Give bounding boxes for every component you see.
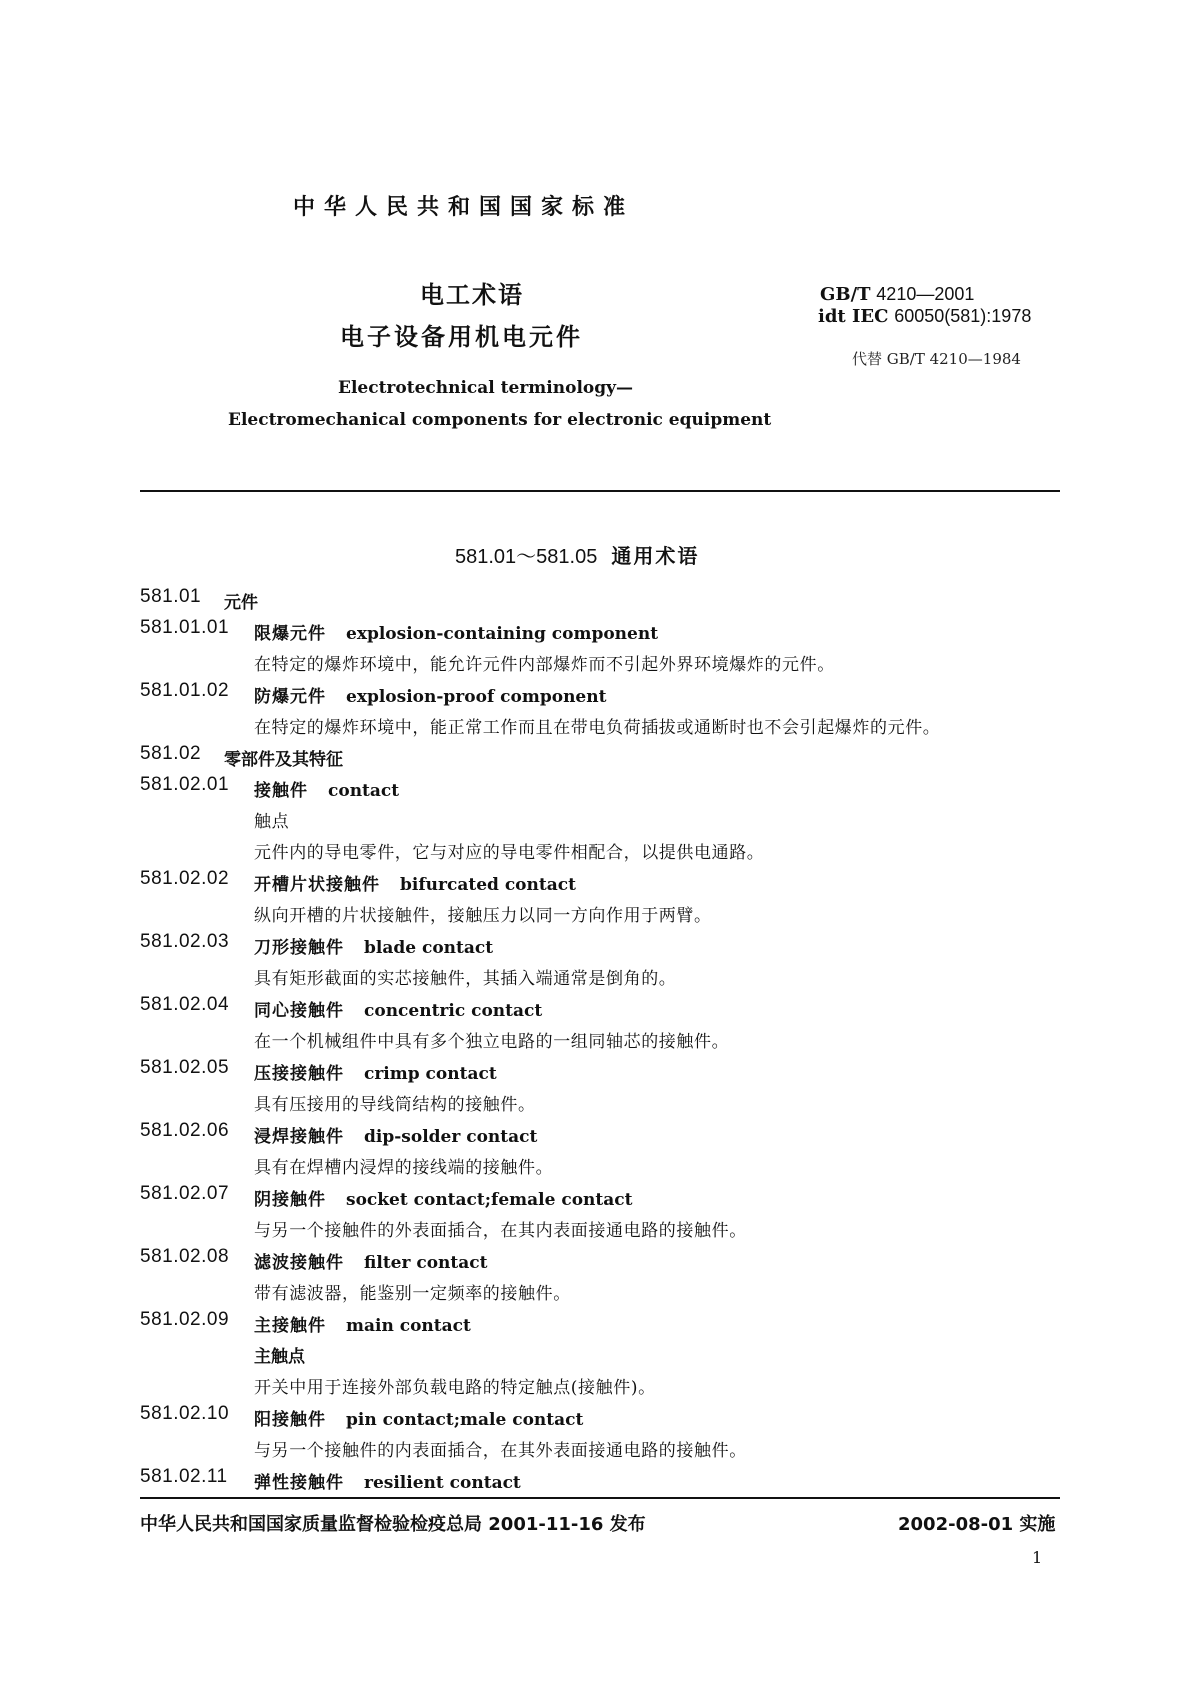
idt-number: 60050(581):1978 bbox=[894, 306, 1032, 326]
entry-definition: 具有矩形截面的实芯接触件，其插入端通常是倒角的。 bbox=[254, 969, 677, 989]
term-zh: 同心接触件 bbox=[254, 1001, 344, 1021]
term-en: filter contact bbox=[364, 1253, 488, 1273]
entry-number: 581.02.11 bbox=[140, 1466, 228, 1487]
entry-definition: 带有滤波器，能鉴别一定频率的接触件。 bbox=[254, 1284, 571, 1304]
term-en: concentric contact bbox=[364, 1001, 543, 1021]
group-number: 581.02 bbox=[140, 743, 202, 764]
entry-number: 581.01.02 bbox=[140, 680, 230, 701]
term-en: explosion-containing component bbox=[346, 624, 659, 644]
term-en: resilient contact bbox=[364, 1473, 521, 1493]
entry-term bbox=[254, 933, 493, 958]
entry-term bbox=[254, 996, 542, 1021]
entry-number: 581.01.01 bbox=[140, 617, 230, 638]
entry-definition: 具有在焊槽内浸焊的接线端的接触件。 bbox=[254, 1158, 554, 1178]
idt-prefix: idt IEC bbox=[818, 306, 889, 327]
entry-definition: 元件内的导电零件，它与对应的导电零件相配合，以提供电通路。 bbox=[254, 843, 765, 863]
section-heading bbox=[455, 540, 699, 569]
top-divider bbox=[140, 490, 1060, 492]
term-zh: 主接触件 bbox=[254, 1316, 326, 1336]
entry-term bbox=[254, 870, 576, 895]
entry-definition: 纵向开槽的片状接触件，接触压力以同一方向作用于两臂。 bbox=[254, 906, 712, 926]
entry-number: 581.02.10 bbox=[140, 1403, 230, 1424]
entry-number: 581.02.05 bbox=[140, 1057, 230, 1078]
term-en: pin contact;male contact bbox=[346, 1410, 584, 1430]
entry-definition: 与另一个接触件的外表面插合，在其内表面接通电路的接触件。 bbox=[254, 1221, 747, 1241]
term-zh: 压接接触件 bbox=[254, 1064, 344, 1084]
entry-number: 581.02.02 bbox=[140, 868, 230, 889]
entry-synonym: 触点 bbox=[254, 812, 290, 832]
term-zh: 开槽片状接触件 bbox=[254, 875, 380, 895]
term-zh: 防爆元件 bbox=[254, 687, 326, 707]
national-standard-heading: 中华人民共和国国家标准 bbox=[293, 195, 635, 220]
title-en-line2: Electromechanical components for electronic equipment bbox=[228, 410, 772, 430]
effective-date: 2002-08-01 实施 bbox=[898, 1514, 1056, 1535]
bottom-divider bbox=[140, 1497, 1060, 1499]
term-en: bifurcated contact bbox=[400, 875, 576, 895]
replaces-standard: 代替 GB/T 4210—1984 bbox=[852, 350, 1021, 368]
term-zh: 阳接触件 bbox=[254, 1410, 326, 1430]
term-en: blade contact bbox=[364, 938, 494, 958]
term-zh: 阴接触件 bbox=[254, 1190, 326, 1210]
section-range: 581.01～581.05 bbox=[455, 546, 598, 568]
term-en: main contact bbox=[346, 1316, 471, 1336]
entry-term bbox=[254, 619, 658, 644]
entry-number: 581.02.09 bbox=[140, 1309, 230, 1330]
term-en: dip-solder contact bbox=[364, 1127, 538, 1147]
entry-definition: 在特定的爆炸环境中，能正常工作而且在带电负荷插拔或通断时也不会引起爆炸的元件。 bbox=[254, 718, 941, 738]
term-zh: 限爆元件 bbox=[254, 624, 326, 644]
group-title: 元件 bbox=[224, 593, 258, 613]
section-title: 通用术语 bbox=[611, 544, 700, 568]
entry-number: 581.02.07 bbox=[140, 1183, 230, 1204]
entry-term bbox=[254, 1248, 487, 1273]
term-zh: 刀形接触件 bbox=[254, 938, 344, 958]
entry-term bbox=[254, 1468, 521, 1493]
term-zh: 弹性接触件 bbox=[254, 1473, 344, 1493]
group-title: 零部件及其特征 bbox=[224, 750, 343, 770]
entry-term bbox=[254, 1311, 471, 1336]
page-number: 1 bbox=[1032, 1548, 1043, 1567]
entry-term bbox=[254, 1059, 497, 1084]
entry-term bbox=[254, 1122, 537, 1147]
issued-by: 中华人民共和国国家质量监督检验检疫总局 2001-11-16 发布 bbox=[140, 1514, 646, 1535]
entry-number: 581.02.08 bbox=[140, 1246, 230, 1267]
entry-definition: 开关中用于连接外部负载电路的特定触点(接触件)。 bbox=[254, 1378, 656, 1398]
term-en: contact bbox=[328, 781, 400, 801]
entry-term bbox=[254, 1185, 632, 1210]
entry-number: 581.02.06 bbox=[140, 1120, 230, 1141]
idt-code bbox=[818, 306, 1031, 327]
standard-code bbox=[820, 284, 974, 305]
entry-definition: 在一个机械组件中具有多个独立电路的一组同轴芯的接触件。 bbox=[254, 1032, 730, 1052]
title-zh-line1: 电工术语 bbox=[420, 281, 524, 309]
standard-prefix: GB/T bbox=[820, 284, 871, 305]
entry-term bbox=[254, 1405, 583, 1430]
term-zh: 浸焊接触件 bbox=[254, 1127, 344, 1147]
term-zh: 接触件 bbox=[254, 781, 308, 801]
entry-synonym: 主触点 bbox=[254, 1347, 305, 1367]
title-en-line1: Electrotechnical terminology— bbox=[338, 378, 634, 398]
group-number: 581.01 bbox=[140, 586, 202, 607]
term-en: crimp contact bbox=[364, 1064, 497, 1084]
standard-number: 4210—2001 bbox=[876, 284, 975, 304]
entry-number: 581.02.01 bbox=[140, 774, 230, 795]
entry-number: 581.02.04 bbox=[140, 994, 230, 1015]
term-en: socket contact;female contact bbox=[346, 1190, 633, 1210]
term-en: explosion-proof component bbox=[346, 687, 607, 707]
entry-term bbox=[254, 776, 399, 801]
entry-number: 581.02.03 bbox=[140, 931, 230, 952]
entry-term bbox=[254, 682, 606, 707]
term-zh: 滤波接触件 bbox=[254, 1253, 344, 1273]
entry-definition: 与另一个接触件的内表面插合，在其外表面接通电路的接触件。 bbox=[254, 1441, 747, 1461]
entry-definition: 具有压接用的导线筒结构的接触件。 bbox=[254, 1095, 536, 1115]
title-zh-line2: 电子设备用机电元件 bbox=[340, 323, 583, 351]
entry-definition: 在特定的爆炸环境中，能允许元件内部爆炸而不引起外界环境爆炸的元件。 bbox=[254, 655, 835, 675]
